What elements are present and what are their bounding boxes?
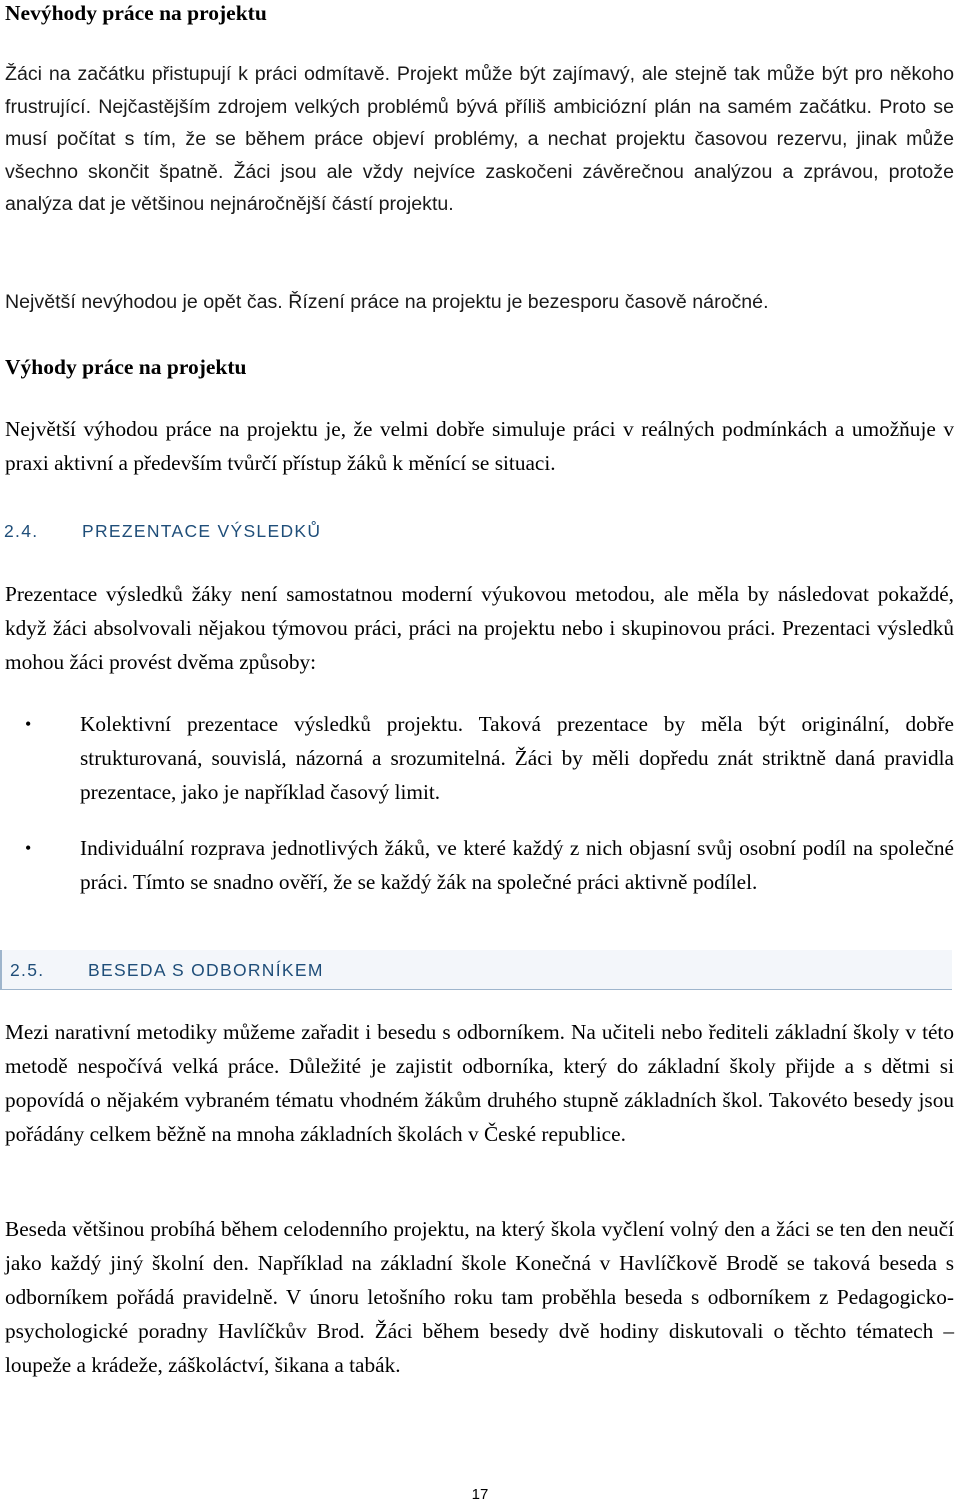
section-heading-2-4 — [0, 520, 952, 542]
section-number: 2.4. — [4, 521, 39, 541]
paragraph-time-disadvantage: Největší nevýhodou je opět čas. Řízení práce na projektu je bezesporu časově náročné. — [5, 291, 769, 313]
page-number: 17 — [471, 1486, 489, 1503]
paragraph-expert-talk-example: Beseda většinou probíhá během celodenního projektu, na který škola vyčlení volný den a žáci se ten den neučí jako každý jiný školní den. Například na základní škole Konečná v Havlíčkově Brodě se taková beseda s odborníkem pořádá pravidelně. V únoru letošního roku tam proběhla beseda s odborníkem z Pedagogicko-psychologické poradny Havlíčkův Brod. Žáci během besedy dvě hodiny diskutovali o těchto tématech – loupeže a krádeže, záškoláctví, šikana a tabák. — [5, 1217, 954, 1377]
section-heading-2-5 — [6, 959, 952, 981]
section-title: PREZENTACE VÝSLEDKŮ — [82, 521, 322, 541]
paragraph-presentation: Prezentace výsledků žáky není samostatnou moderní výukovou metodou, ale měla by následovat pokaždé, když žáci absolvovali nějakou týmovou práci, práci na projektu nebo i skupinovou práci. Prezentaci výsledků mohou žáci provést dvěma způsoby: — [5, 582, 954, 674]
bullet-icon: • — [25, 838, 32, 858]
heading-disadvantages: Nevýhody práce na projektu — [5, 1, 267, 25]
list-item-text: Kolektivní prezentace výsledků projektu. Taková prezentace by měla být originální, dobře strukturovaná, souvislá, názorná a srozumitelná. Žáci by měli dopředu znát striktně daná pravidla prezentace, jako je například časový limit. — [80, 712, 954, 804]
presentation-methods-list — [5, 707, 954, 899]
section-title: BESEDA S ODBORNÍKEM — [88, 960, 324, 980]
paragraph-expert-talk: Mezi narativní metodiky můžeme zařadit i besedu s odborníkem. Na učiteli nebo řediteli základní školy v této metodě nespočívá velká práce. Důležité je zajistit odborníka, který do základní školy přijde a s dětmi si popovídá o nějakém vybraném tématu vhodném žákům druhého stupně základních škol. Takovéto besedy jsou pořádány celkem běžně na mnoha základních školách v České republice. — [5, 1020, 954, 1146]
list-item-text: Individuální rozprava jednotlivých žáků, ve které každý z nich objasní svůj osobní podíl na společné práci. Tímto se snadno ověří, že se každý žák na společné práci aktivně podílel. — [80, 836, 954, 894]
section-number: 2.5. — [10, 960, 45, 980]
paragraph-disadvantages: Žáci na začátku přistupují k práci odmítavě. Projekt může být zajímavý, ale stejně tak může být pro někoho frustrující. Nejčastějším zdrojem velkých problémů bývá příliš ambiciózní plán na samém začátku. Proto se musí počítat s tím, že se během práce objeví problémy, a nechat projektu časovou rezervu, jinak může všechno skončit špatně. Žáci jsou ale vždy nejvíce zaskočeni závěrečnou analýzou a zprávou, protože analýza dat je většinou nejnáročnější částí projektu. — [5, 63, 954, 215]
heading-advantages: Výhody práce na projektu — [5, 355, 247, 379]
paragraph-advantages: Největší výhodou práce na projektu je, že velmi dobře simuluje práci v reálných podmínkách a umožňuje v praxi aktivní a především tvůrčí přístup žáků k měnící se situaci. — [5, 417, 954, 475]
list-item — [5, 707, 954, 809]
bullet-icon: • — [25, 714, 32, 734]
list-item — [5, 831, 954, 899]
